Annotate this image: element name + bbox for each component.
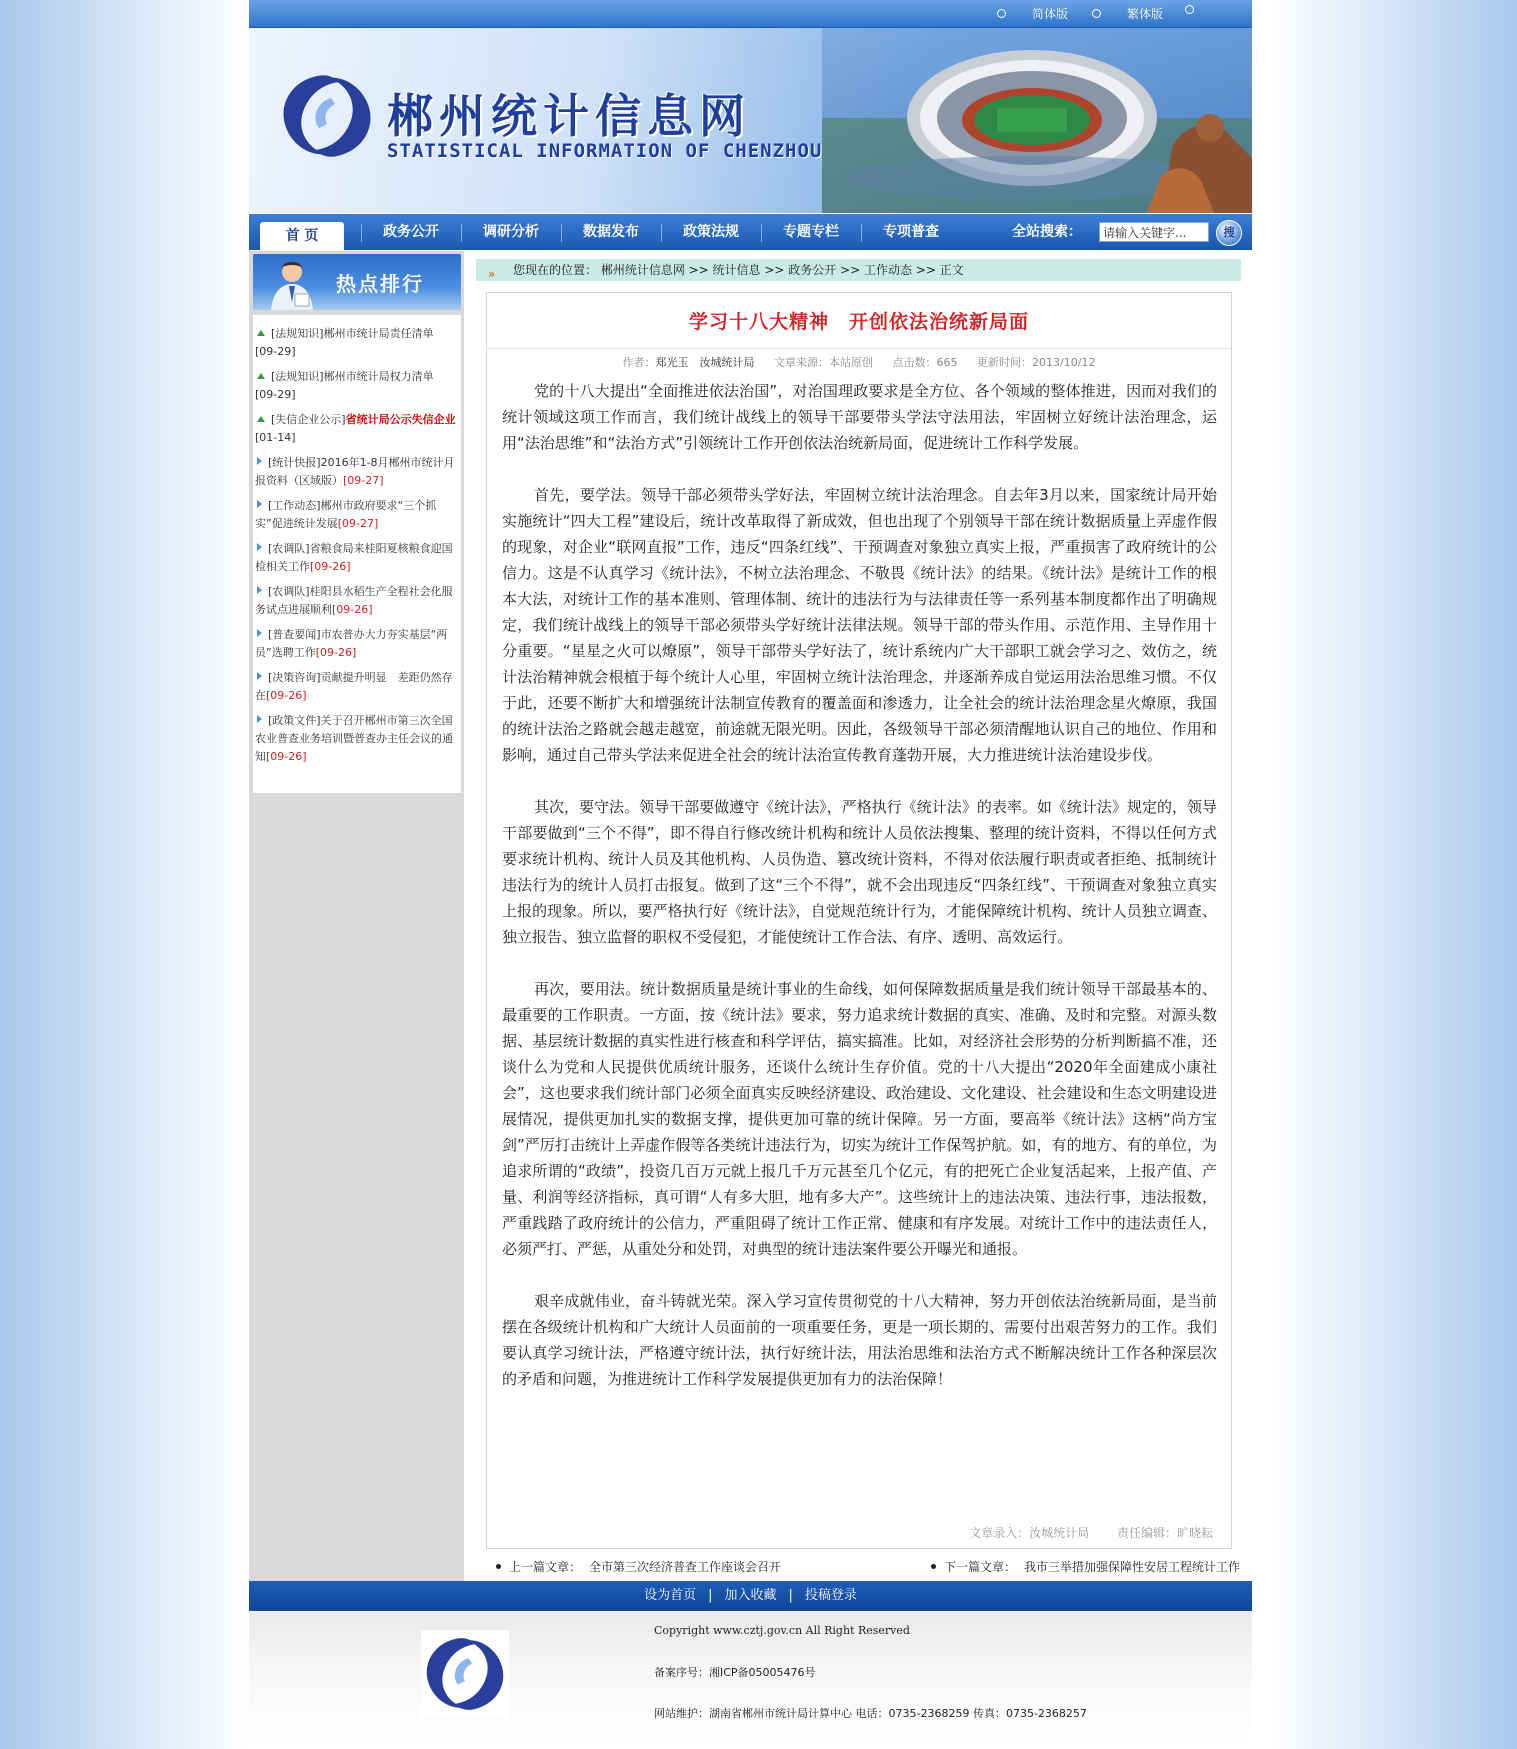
right-arrow-icon [257,629,262,637]
site-banner [249,28,1252,213]
list-item[interactable]: [法规知识]郴州市统计局责任清单 [09-29] [255,327,434,358]
list-item[interactable]: [工作动态]郴州市政府要求“三个抓实”促进统计发展[09-27] [255,499,437,530]
list-item[interactable]: [法规知识]郴州市统计局权力清单 [09-29] [255,370,434,401]
right-arrow-icon [257,715,262,723]
list-item[interactable]: [失信企业公示]省统计局公示失信企业[01-14] [255,413,456,444]
top-bar [249,0,1252,28]
nav-item-government-affairs[interactable]: 政务公开 [383,224,439,240]
bullet-icon [931,1564,936,1569]
site-title: 郴州统计信息网 [387,89,751,143]
article-paragraph: 党的十八大提出“全面推进依法治国”，对治国理政要求是全方位、各个领域的整体推进，因而对我们的统计领域这项工作而言，我们统计战线上的领导干部要带头学法守法用法，牢固树立好统计法治理念，运用“法治思维”和“法治方式”引领统计工作开创依法治统新局面，促进统计工作科学发展。 [502,382,1217,452]
nav-item-policy[interactable]: 政策法规 [683,224,739,240]
up-arrow-icon [257,416,265,422]
list-item[interactable]: [统计快报]2016年1-8月郴州市统计月报资料（区域版）[09-27] [255,456,455,487]
article-meta: 作者：郑光玉 汝城统计局 文章来源：本站原创 点击数：665 更新时间：2013/10/12 [622,356,1096,369]
article-paragraph: 其次，要守法。领导干部要做遵守《统计法》，严格执行《统计法》的表率。如《统计法》规定的，领导干部要做到“三个不得”，即不得自行修改统计机构和统计人员依法搜集、整理的统计资料，不得以任何方式要求统计机构、统计人员及其他机构、人员伪造、篡改统计资料，不得对依法履行职责或者拒绝、抵制统计违法行为的统计人员打击报复。做到了这“三个不得”，就不会出现违反“四条红线”、干预调查对象独立真实上报的现象。所以，要严格执行好《统计法》，自觉规范统计行为，才能保障统计机构、统计人员独立调查、独立报告、独立监督的职权不受侵犯，才能使统计工作合法、有序、透明、高效运行。 [502,798,1217,946]
stadium-image [822,28,1252,213]
circle-bullet-icon [1185,5,1194,14]
next-article-link[interactable]: 下一篇文章： 我市三举措加强保障性安居工程统计工作 [931,1556,1240,1578]
footer-links-bar: 设为首页 | 加入收藏 | 投稿登录 [249,1581,1252,1611]
title-divider [487,348,1231,349]
nav-item-data-release[interactable]: 数据发布 [583,224,639,240]
main-nav [249,214,1252,250]
lang-simplified-link[interactable] [997,5,1068,22]
bullet-icon [496,1564,501,1569]
prev-article-link[interactable]: 上一篇文章： 全市第三次经济普查工作座谈会召开 [496,1556,781,1578]
breadcrumb-text[interactable]: 您现在的位置： 郴州统计信息网 >> 统计信息 >> 政务公开 >> 工作动态 >> 正文 [513,263,964,277]
footer-logo-icon [421,1630,509,1718]
list-item[interactable]: [政策文件]关于召开郴州市第三次全国农业普查业务培训暨普查办主任会议的通知[09-26] [255,714,453,763]
hot-ranking-header [253,254,461,310]
article-title: 学习十八大精神 开创依法治统新局面 [688,311,1029,333]
search-label: 全站搜索： [1012,224,1082,240]
right-arrow-icon [257,672,262,680]
search-input[interactable] [1099,222,1209,242]
hot-ranking-title: 热点排行 [336,272,424,296]
list-item[interactable]: [决策咨询]贡献提升明显 差距仍然存在[09-26] [255,671,453,702]
double-chevron-icon: » [488,267,496,281]
list-item[interactable]: [普查要闻]市农普办大力夯实基层“两员”选聘工作[09-26] [255,628,448,659]
nav-item-research[interactable]: 调研分析 [483,224,539,240]
article-body [502,378,1217,1418]
nav-item-census[interactable]: 专项普查 [883,224,939,240]
article-paragraph: 再次，要用法。统计数据质量是统计事业的生命线，如何保障数据质量是我们统计领导干部最基本的、最重要的工作职责。一方面，按《统计法》要求，努力追求统计数据的真实、准确、及时和完整。对源头数据、基层统计数据的真实性进行核查和科学评估，搞实搞准。比如，对经济社会形势的分析判断搞不准，还谈什么为党和人民提供优质统计服务，还谈什么统计生存价值。党的十八大提出“2020年全面建成小康社会”，这也要求我们统计部门必须全面真实反映经济建设、政治建设、文化建设、社会建设和生态文明建设进展情况，提供更加扎实的数据支撑，提供更加可靠的统计保障。另一方面，要高举《统计法》这柄“尚方宝剑”严厉打击统计上弄虚作假等各类统计违法行为，切实为统计工作保驾护航。如，有的地方、有的单位，为追求所谓的“政绩”，投资几百万元就上报几千万元甚至几个亿元，有的把死亡企业复活起来，上报产值、产量、利润等经济指标，真可谓“人有多大胆，地有多大产”。这些统计上的违法决策、违法行事，违法报数，严重践踏了政府统计的公信力，严重阻碍了统计工作正常、健康和有序发展。对统计工作中的违法责任人，必须严打、严惩，从重处分和处罚，对典型的统计违法案件要公开曝光和通报。 [502,980,1217,1258]
circle-bullet-end [1185,5,1194,14]
icp-text: 备案序号：湘ICP备05005476号 [654,1666,816,1679]
page-container [249,0,1252,1749]
submit-login-link[interactable]: 投稿登录 [804,1588,857,1603]
article-footer: 文章录入：汝城统计局 责任编辑：旷晓耘 [969,1526,1213,1540]
up-arrow-icon [257,330,265,336]
prev-next-links [496,1556,1240,1578]
breadcrumb [476,259,1241,281]
right-arrow-icon [257,457,262,465]
copyright-text: Copyright www.cztj.gov.cn All Right Reserved [654,1624,910,1637]
up-arrow-icon [257,373,265,379]
list-item[interactable]: [农调队]省粮食局来桂阳夏核粮食迎国检相关工作[09-26] [255,542,453,573]
hot-ranking-list [253,315,461,793]
maintainer-text: 网站维护：湖南省郴州市统计局计算中心 电话：0735-2368259 传真：0735-2368257 [654,1707,1087,1720]
article-paragraph: 艰辛成就伟业，奋斗铸就光荣。深入学习宣传贯彻党的十八大精神，努力开创依法治统新局面，是当前摆在各级统计机构和广大统计人员面前的一项重要任务，更是一项长期的、需要付出艰苦努力的工作。我们要认真学习统计法，严格遵守统计法，执行好统计法，用法治思维和法治方式不断解决统计工作各种深层次的矛盾和问题，为推进统计工作科学发展提供更加有力的法治保障！ [502,1292,1217,1388]
circle-bullet-icon [1092,9,1101,18]
site-footer [249,1612,1252,1749]
set-homepage-link[interactable]: 设为首页 [644,1588,697,1603]
site-logo-icon [277,68,377,164]
right-arrow-icon [257,543,262,551]
article-panel [486,292,1232,1549]
circle-bullet-icon [997,9,1006,18]
nav-item-home[interactable]: 首 页 [260,222,344,250]
list-item[interactable]: [农调队]桂阳县水稻生产全程社会化服务试点进展顺利[09-26] [255,585,453,616]
add-favorite-link[interactable]: 加入收藏 [724,1588,777,1603]
lang-simplified-label[interactable]: 简体版 [1032,7,1069,21]
sidebar [249,251,464,1581]
search-button[interactable]: 搜 [1216,220,1242,246]
right-arrow-icon [257,500,262,508]
article-paragraph: 首先，要学法。领导干部必须带头学好法，牢固树立统计法治理念。自去年3月以来，国家统计局开始实施统计“四大工程”建设后，统计改革取得了新成效，但也出现了个别领导干部在统计数据质量上弄虚作假的现象，对企业“联网直报”工作，违反“四条红线”、干预调查对象独立真实上报，严重损害了政府统计的公信力。这是不认真学习《统计法》，不树立法治理念、不敬畏《统计法》的结果。《统计法》是统计工作的根本大法，对统计工作的基本准则、管理体制、统计的违法行为与法律责任等一系列基本制度都作出了明确规定，我们统计战线上的领导干部必须带头学好统计法律法规。领导干部的带头作用、示范作用、主导作用十分重要。“星星之火可以燎原”，领导干部带头学好法了，统计系统内广大干部职工就会学习之、效仿之，统计法治精神就会根植于每个统计人心里，牢固树立统计法治理念，并逐渐养成自觉运用法治思维习惯。不仅于此，还要不断扩大和增强统计法制宣传教育的覆盖面和渗透力，让全社会的统计法治理念星火燎原，我国的统计法治之路就会越走越宽，前途就无限光明。因此，各级领导干部必须清醒地认识自己的地位、作用和影响，通过自己带头学法来促进全社会的统计法治宣传教育蓬勃开展，大力推进统计法治建设步伐。 [502,486,1217,764]
lang-traditional-label[interactable]: 繁体版 [1127,7,1164,21]
site-subtitle: STATISTICAL INFORMATION OF CHENZHOU [387,140,823,162]
lang-traditional-link[interactable] [1092,5,1163,22]
person-icon [267,258,317,310]
right-arrow-icon [257,586,262,594]
nav-item-special-column[interactable]: 专题专栏 [783,224,839,240]
